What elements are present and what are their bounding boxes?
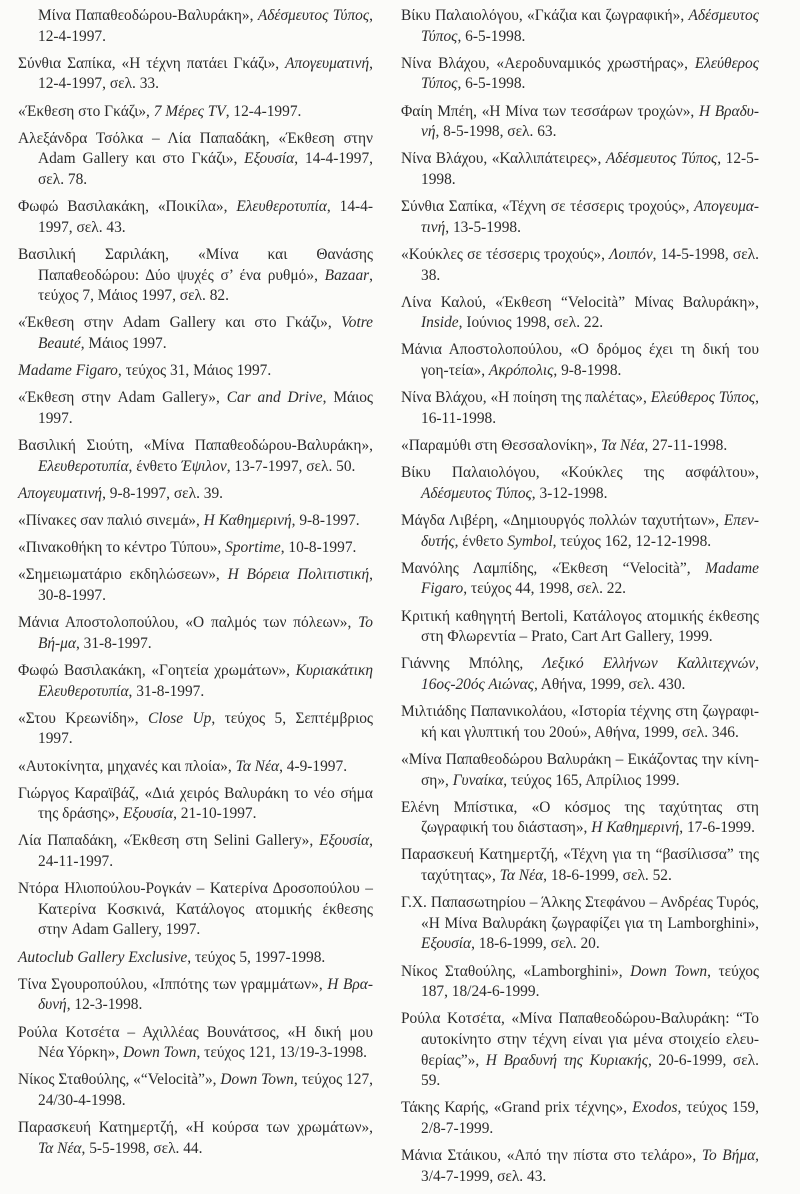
left-column [18,6,373,1166]
bibliography-entry [18,538,373,559]
entry-text: Μανόλης Λαμπίδης, «Έκθεση “Velocità”, [401,559,706,577]
entry-text: Βίκυ Παλαιολόγου, «Κούκλες της ασφάλτου», [401,464,759,482]
bibliography-entry [401,54,759,95]
bibliography-entry [18,436,373,477]
entry-text: Λίνα Καλού, «Έκθεση “Velocità” Μίνας Βαλυράκη», [401,293,759,311]
entry-text: , ένθετο [454,532,508,550]
entry-text: Γιώργος Καραϊβάζ, «Διά χειρός Βαλυράκη το νέο σήμα της δράσης», [18,784,373,823]
entry-text: , τεύχος 162, 12-12-1998. [552,532,712,550]
bibliography-entry [401,293,759,334]
publication-title: Madame Figaro [18,362,118,380]
entry-text: , τεύχος 121, 13/19-3-1998. [196,1044,367,1062]
entry-text: , 14-4-1997, σελ. 78. [38,150,373,188]
entry-text: , Ιούνιος 1998, σελ. 22. [458,314,604,332]
bibliography-entry [18,313,373,354]
entry-text: , τεύχος 187, 18/24-6-1999. [421,962,759,1001]
entry-text: «Πίνακες σαν παλιό σινεμά», [18,512,204,529]
entry-text: , 12-4-1997. [38,7,373,45]
publication-title: Εξουσία [244,150,295,168]
publication-title: Η Καθημερινή [203,512,292,529]
bibliography-entry [18,1070,373,1111]
entry-text: «Πινακοθήκη το κέντρο Τύπου», [18,539,226,557]
entry-text: , τεύχος 5, Σεπτέμβριος 1997. [38,709,374,748]
entry-text: , 30-8-1997. [38,566,373,604]
publication-title: Ελεύθερος Τύπος [421,54,759,93]
publication-title: Down Town [220,1071,294,1089]
entry-text: , ένθετο [128,457,182,475]
entry-text: «Έκθεση στο Γκάζι», [18,102,154,120]
entry-text: Γ.Χ. Παπασωτηρίου – Άλκης Στεφάνου – Ανδρέας Τυρός, «Η Μίνα Βαλυράκη ζωγραφίζει για τη Lamborghini», [401,894,759,932]
publication-title: Απογευματινή [18,484,103,502]
entry-text: Φωφώ Βασιλακάκη, «Ποικίλα», [18,198,237,216]
bibliography-entry [401,340,759,381]
entry-text: , Μάιος 1997. [38,389,374,427]
bibliography-entry [401,607,759,648]
publication-title: Αδέσμευτος Τύπος [605,150,718,168]
publication-title: Τα Νέα [499,867,544,885]
entry-text: Παρασκευή Κατημερτζή, «Τέχνη για τη “βασίλισσα” της ταχύτητας», [401,846,759,885]
entry-text: Αλεξάνδρα Τσόλκα – Λία Παπαδάκη, «Έκθεση στην Adam Gallery και στο Γκάζι», [18,129,373,168]
entry-text: , 20-6-1999, σελ. 59. [421,1051,759,1090]
entry-text: Λία Παπαδάκη, «Έκθεση στη Selini Gallery», [18,832,320,850]
entry-text: , τεύχος 127, 24/30-4-1998. [38,1071,373,1109]
bibliography-entry [18,484,373,505]
entry-text: , 31-8-1997. [75,634,152,652]
bibliography-entry [401,798,759,839]
entry-text: Μίνα Παπαθεοδώρου-Βαλυράκη», [38,7,258,24]
entry-text: , 18-6-1999, σελ. 20. [471,935,600,953]
entry-text: , 13-5-1998. [445,218,521,236]
entry-text: , 12-3-1998. [66,996,143,1014]
right-column [401,6,759,1194]
entry-text: , 6-5-1998. [457,27,526,45]
entry-text: , 16-11-1998. [421,389,759,427]
publication-title: Απογευματινή [285,54,370,72]
bibliography-entry [401,463,759,504]
entry-text: Νίνα Βλάχου, «Καλλιπάτειρες», [401,150,606,168]
publication-title: Η Βραδυνή της Κυριακής [485,1051,648,1069]
publication-title: Madame Figaro [421,559,759,598]
entry-text: Μάνια Στάικου, «Από την πίστα στο τελάρο», [401,1147,702,1165]
entry-text: , Αθήνα, 1999, σελ. 430. [533,675,686,693]
bibliography-entry [401,197,759,238]
publication-title: Τα Νέα [38,1139,82,1157]
publication-title: Λεξικό Ελλήνων Καλλιτεχνών, 16ος-20ός Αιώνας [421,655,759,693]
entry-text: , τεύχος 159, 2/8-7-1999. [421,1099,759,1137]
entry-text: Παρασκευή Κατημερτζή, «Η κούρσα των χρωμάτων», [18,1119,373,1137]
entry-text: Βασιλική Σιούτη, «Μίνα Παπαθεοδώρου-Βαλυράκη», [18,437,373,455]
bibliography-entry [18,1023,373,1064]
publication-title: 7 Μέρες TV [153,102,226,120]
entry-text: , 17-6-1999. [679,819,755,837]
entry-text: , 9-8-1997. [291,512,360,529]
publication-title: Τα Νέα [600,437,645,455]
entry-text: Μάνια Αποστολοπούλου, «Ο δρόμος έχει τη δική του γοη-τεία», [401,341,759,380]
entry-text: , 9-8-1997, σελ. 39. [102,484,224,502]
bibliography-entry [401,750,759,791]
entry-text: Βασιλική Σαριλάκη, «Μίνα και Θανάσης Παπαθεοδώρου: Δύο ψυχές σ’ ένα ρυθμό», [18,245,373,284]
publication-title: Το Βήμα [701,1147,756,1165]
entry-text: , τεύχος 5, 1997-1998. [187,948,326,966]
entry-text: , 6-5-1998. [457,75,526,93]
bibliography-entry [18,831,373,872]
bibliography-entry [18,661,373,702]
entry-text: , Μάιος 1997. [80,334,167,352]
entry-text: Τίνα Σγουροπούλου, «Ιππότης των γραμμάτων», [18,975,328,993]
entry-text: Σύνθια Σαπίκα, «Η τέχνη πατάει Γκάζι», [18,54,286,72]
bibliography-entry [401,1009,759,1091]
bibliography-entry [401,654,759,695]
entry-text: , 3-12-1998. [531,484,608,502]
entry-text: Νίνα Βλάχου, «Η ποίηση της παλέτας», [401,389,651,407]
entry-text: Νίνα Βλάχου, «Αεροδυναμικός χρωστήρας», [401,54,695,72]
publication-title: Down Town [123,1044,197,1062]
entry-text: Ντόρα Ηλιοπούλου-Ρογκάν – Κατερίνα Δροσοπούλου – Κατερίνα Κοσκινά, Κατάλογος ατομικής έκθεσης στην Adam Gallery, 1997. [18,880,373,939]
entry-text: Ρούλα Κοτσέτα – Αχιλλέας Βουνάτσος, «Η δική μου Νέα Υόρκη», [18,1023,373,1062]
publication-title: Εξουσία [421,935,472,953]
bibliography-entry [18,879,373,941]
bibliography-entry [18,784,373,825]
entry-text: , 10-8-1997. [280,539,357,557]
bibliography-entry [401,436,759,457]
publication-title: Car and Drive [226,389,323,407]
entry-text: Γιάννης Μπόλης, [401,655,543,673]
bibliography-entry [18,757,373,778]
publication-title: Autoclub Gallery Exclusive [18,948,188,966]
entry-text: Σύνθια Σαπίκα, «Τέχνη σε τέσσερις τροχούς», [401,198,695,216]
bibliography-entry [18,948,373,969]
entry-text: , 9-8-1998. [553,362,622,380]
entry-text: , 12-5-1998. [421,150,759,188]
entry-text: «Έκθεση στην Adam Gallery και στο Γκάζι», [18,314,342,332]
publication-title: Ελευθεροτυπία [236,198,327,216]
entry-text: «Παραμύθι στη Θεσσαλονίκη», [401,437,601,455]
entry-text: , 27-11-1998. [644,437,728,455]
bibliography-entry [18,709,373,750]
bibliography-entry [18,361,373,382]
entry-text: , 5-5-1998, σελ. 44. [81,1139,203,1157]
publication-title: Αδέσμευτος Τύπος [257,7,370,24]
bibliography-entry [401,1146,759,1187]
publication-title: Ελεύθερος Τύπος [650,389,756,407]
bibliography-entry [401,559,759,600]
entry-text: «Μίνα Παπαθεοδώρου Βαλυράκη – Εικάζοντας την κίνη-ση», [401,750,759,789]
entry-text: «Έκθεση στην Adam Gallery», [18,389,227,407]
publication-title: Inside [421,314,459,332]
publication-title: Ακρόπολις [488,362,554,380]
entry-text: Μιλτιάδης Παπανικολάου, «Ιστορία τέχνης στη ζωγραφι-κή και γλυπτική του 20ού», Αθήνα, 1999, σελ. 346. [401,703,759,741]
publication-title: Επεν-δυτής [421,512,759,550]
entry-text: Φαίη Μπέη, «Η Μίνα των τεσσάρων τροχών», [401,102,699,120]
publication-title: Bazaar [324,266,370,284]
entry-text: «Αυτοκίνητα, μηχανές και πλοία», [18,757,236,775]
publication-title: Votre Beauté [38,314,373,352]
entry-text: Βίκυ Παλαιολόγου, «Γκάζια και ζωγραφική», [401,7,689,24]
publication-title: Εξουσία [123,805,174,823]
bibliography-entry [401,702,759,743]
publication-title: Ελευθεροτυπία [38,457,129,475]
bibliography-entry [401,893,759,955]
entry-text: , τεύχος 165, Απρίλιος 1999. [503,771,680,789]
publication-title: Exodos [632,1099,678,1117]
bibliography-entry [18,129,373,191]
publication-title: Αδέσμευτος Τύπος [421,7,759,45]
entry-text: , 12-4-1997, σελ. 33. [38,54,373,93]
entry-text: Φωφώ Βασιλακάκη, «Γοητεία χρωμάτων», [18,661,296,679]
publication-title: Η Βρα-δυνή [38,975,373,1014]
publication-title: Down Town [630,962,708,980]
entry-text: Τάκης Καρής, «Grand prix τέχνης», [401,1099,633,1117]
publication-title: Η Βραδυ-νή [421,102,759,141]
entry-text: , 14-5-1998, σελ. 38. [421,245,759,284]
bibliography-entry [18,197,373,238]
entry-text: , 24-11-1997. [38,832,373,871]
bibliography-entry [401,511,759,552]
entry-text: , 8-5-1998, σελ. 63. [435,123,557,141]
publication-title: Close Up [148,709,212,727]
bibliography-entry [18,1118,373,1159]
entry-text: «Σημειωματάριο εκδηλώσεων», [18,566,228,584]
publication-title: Έψιλον [181,457,227,475]
entry-text: , τεύχος 7, Μάιος 1997, σελ. 82. [38,266,373,305]
entry-text: , 21-10-1997. [173,805,257,823]
publication-title: Η Καθημερινή [591,819,680,837]
publication-title: Η Βόρεια Πολιτιστική [227,566,370,584]
entry-text: , τεύχος 31, Μάιος 1997. [117,362,272,380]
publication-title: Sportime [225,539,281,557]
bibliography-entry [18,6,373,47]
bibliography-entry [401,245,759,286]
bibliography-entry [18,975,373,1016]
publication-title: Το Βή-μα [38,614,373,652]
publication-title: Λοιπόν [609,245,653,263]
entry-text: , 4-9-1997. [279,757,348,775]
bibliography-entry [18,102,373,123]
publication-title: Αδέσμευτος Τύπος [421,484,532,502]
bibliography-entry [401,6,759,47]
publication-title: Κυριακάτικη Ελευθεροτυπία [38,661,373,700]
bibliography-entry [18,54,373,95]
entry-text: Κριτική καθηγητή Bertoli, Κατάλογος ατομικής έκθεσης στη Φλωρεντία – Prato, Cart Art Gallery, 1999. [401,607,759,646]
entry-text: Μάγδα Λιβέρη, «Δημιουργός πολλών ταχυτήτων», [401,512,724,529]
entry-text: , τεύχος 44, 1998, σελ. 22. [463,580,626,598]
bibliography-entry [401,102,759,143]
bibliography-entry [401,149,759,190]
publication-title: Γυναίκα [452,771,504,789]
bibliography-entry [401,388,759,429]
entry-text: , 12-4-1997. [225,102,302,120]
entry-text: , 31-8-1997. [128,682,205,700]
bibliography-entry [401,845,759,886]
entry-text: , 14-4-1997, σελ. 43. [38,198,373,236]
bibliography-entry [401,962,759,1003]
entry-text: , 13-7-1997, σελ. 50. [226,457,356,475]
entry-text: , 18-6-1999, σελ. 52. [543,867,672,885]
bibliography-entry [18,245,373,307]
entry-text: «Κούκλες σε τέσσερις τροχούς», [401,245,610,263]
bibliography-entry [18,613,373,654]
entry-text: «Στου Κρεωνίδη», [18,709,149,727]
publication-title: Εξουσία [319,832,370,850]
bibliography-entry [18,388,373,429]
entry-text: , 3/4-7-1999, σελ. 43. [421,1147,760,1185]
publication-title: Symbol [507,532,553,550]
publication-title: Τα Νέα [235,757,280,775]
entry-text: Ρούλα Κοτσέτα, «Μίνα Παπαθεοδώρου-Βαλυράκη: “Το αυτοκίνητο στην τέχνη είναι για μένα στοιχείο ελευ-θερίας”», [401,1010,759,1069]
bibliography-entry [18,511,373,532]
entry-text: Μάνια Αποστολοπούλου, «Ο παλμός των πόλεων», [18,614,359,632]
entry-text: Ελένη Μπίστικα, «Ο κόσμος της ταχύτητας στη ζωγραφική του διάσταση», [401,798,759,837]
bibliography-entry [401,1098,759,1139]
entry-text: Νίκος Σταθούλης, «“Velocità”», [18,1071,221,1089]
entry-text: Νίκος Σταθούλης, «Lamborghini», [401,962,631,980]
publication-title: Απογευμα-τινή [421,198,759,236]
bibliography-entry [18,565,373,606]
